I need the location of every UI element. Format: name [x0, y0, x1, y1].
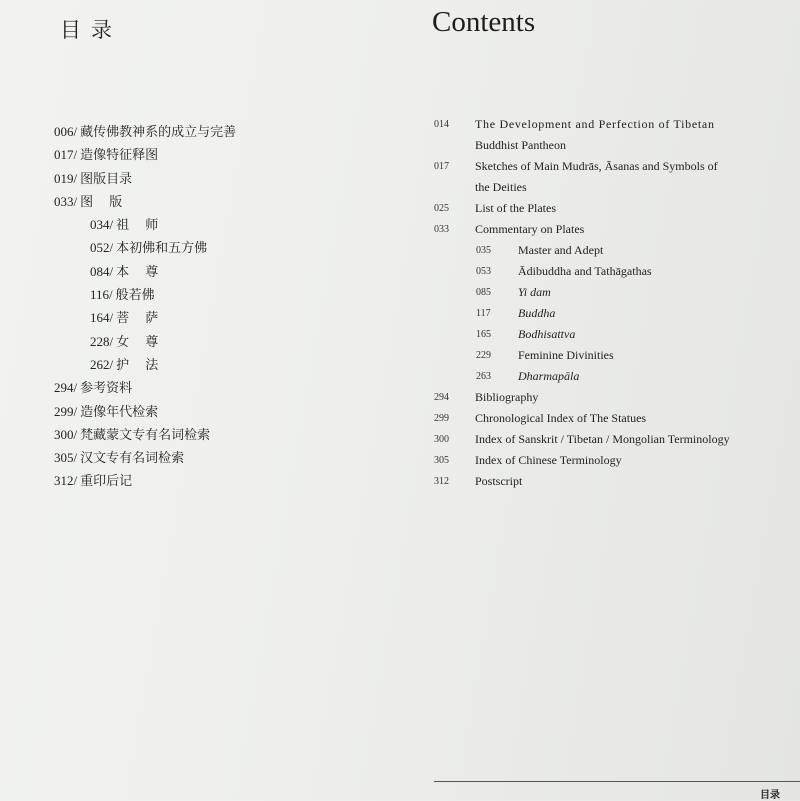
- toc-en-title: Chronological Index of The Statues: [475, 411, 647, 425]
- toc-cn-page-number: 294: [54, 380, 74, 396]
- toc-en-page-number: 312: [434, 476, 449, 487]
- toc-en-entry[interactable]: [434, 450, 794, 471]
- toc-en-entry[interactable]: [434, 408, 794, 429]
- toc-en-entry[interactable]: [434, 366, 794, 387]
- toc-cn-entry[interactable]: [54, 260, 236, 283]
- toc-cn-page-number: 300: [54, 426, 74, 442]
- toc-en-entry[interactable]: [434, 240, 794, 261]
- toc-cn-page-number: 034: [90, 217, 110, 233]
- toc-en-title: The Development and Perfection of Tibetan: [475, 117, 715, 131]
- toc-en-entry[interactable]: [434, 198, 794, 219]
- toc-cn-separator: /: [109, 240, 114, 256]
- toc-en-title: Index of Chinese Terminology: [475, 453, 622, 467]
- toc-en-page-number: 300: [434, 434, 449, 445]
- toc-cn-page-number: 084: [90, 263, 110, 279]
- toc-cn-page-number: 116: [90, 287, 110, 303]
- toc-cn-title: 图版目录: [80, 171, 133, 187]
- toc-en-title: Index of Sanskrit / Tibetan / Mongolian Terminology: [475, 432, 730, 446]
- toc-cn-page-number: 052: [90, 240, 110, 256]
- toc-en-page-number: 117: [476, 308, 491, 319]
- toc-en-title: Yi dam: [518, 285, 551, 299]
- toc-en-entry[interactable]: [434, 387, 794, 408]
- toc-cn-separator: /: [73, 450, 78, 466]
- toc-cn-entry[interactable]: [54, 400, 236, 423]
- toc-en-entry[interactable]: [434, 345, 794, 366]
- toc-cn-entry[interactable]: [54, 143, 236, 166]
- toc-cn-separator: /: [109, 287, 113, 303]
- toc-en-title: Bodhisattva: [518, 327, 576, 341]
- toc-cn-page-number: 006: [54, 124, 74, 139]
- toc-cn-page-number: 017: [54, 147, 74, 163]
- toc-cn-entry[interactable]: [54, 353, 236, 376]
- toc-en-entry[interactable]: [434, 303, 794, 324]
- toc-cn-page-number: 033: [54, 193, 74, 209]
- toc-cn-separator: /: [109, 217, 114, 233]
- toc-cn-separator: /: [73, 473, 78, 489]
- toc-english: [434, 114, 794, 492]
- toc-en-title: List of the Plates: [475, 201, 556, 215]
- toc-cn-entry[interactable]: [54, 167, 236, 190]
- toc-cn-entry[interactable]: [54, 423, 236, 446]
- toc-cn-entry[interactable]: [54, 283, 236, 306]
- toc-cn-title: 图 版: [80, 194, 129, 210]
- toc-cn-page-number: 312: [54, 473, 74, 489]
- toc-en-title: Ādibuddha and Tathāgathas: [518, 264, 652, 278]
- toc-en-title: the Deities: [475, 180, 527, 194]
- toc-cn-title: 藏传佛教神系的成立与完善: [80, 125, 237, 140]
- toc-en-title: Bibliography: [475, 390, 539, 404]
- toc-en-page-number: 299: [434, 413, 449, 424]
- toc-en-page-number: 035: [476, 245, 491, 256]
- toc-cn-page-number: 262: [90, 356, 110, 372]
- toc-en-title: Feminine Divinities: [518, 348, 614, 362]
- toc-cn-entry[interactable]: [54, 213, 236, 236]
- toc-en-page-number: 305: [434, 455, 449, 466]
- toc-cn-separator: /: [109, 356, 114, 372]
- toc-cn-title: 重印后记: [80, 474, 133, 490]
- toc-en-page-number: 033: [434, 224, 449, 235]
- toc-en-page-number: 053: [476, 266, 491, 277]
- toc-en-entry[interactable]: [434, 471, 794, 492]
- toc-en-page-number: 085: [476, 287, 491, 298]
- toc-en-page-number: 229: [476, 350, 491, 361]
- toc-en-page-number: 017: [434, 161, 449, 172]
- toc-cn-title: 菩 萨: [116, 311, 165, 327]
- toc-cn-title: 本 尊: [116, 264, 165, 280]
- toc-cn-title: 汉文专有名词检索: [80, 451, 185, 467]
- toc-cn-separator: /: [73, 170, 78, 186]
- toc-en-title: Dharmapāla: [518, 369, 580, 383]
- toc-en-page-number: 263: [476, 371, 491, 382]
- toc-cn-page-number: 019: [54, 170, 74, 186]
- toc-cn-page-number: 299: [54, 403, 74, 419]
- toc-cn-separator: /: [109, 333, 114, 349]
- toc-en-entry[interactable]: [434, 429, 794, 450]
- page-title-english: Contents: [432, 6, 536, 38]
- toc-cn-entry[interactable]: [54, 376, 236, 399]
- toc-cn-separator: /: [73, 426, 78, 442]
- toc-cn-title: 本初佛和五方佛: [116, 241, 208, 257]
- toc-cn-entry[interactable]: [54, 236, 236, 259]
- toc-cn-title: 造像年代检索: [80, 404, 159, 420]
- toc-cn-entry[interactable]: [54, 120, 236, 143]
- toc-en-page-number: 165: [476, 329, 491, 340]
- toc-cn-separator: /: [73, 147, 78, 163]
- toc-en-entry[interactable]: [434, 219, 794, 240]
- toc-en-page-number: 294: [434, 392, 449, 403]
- toc-cn-page-number: 228: [90, 333, 110, 349]
- toc-cn-entry[interactable]: [54, 306, 236, 329]
- toc-cn-separator: /: [73, 403, 78, 419]
- toc-cn-separator: /: [73, 380, 78, 396]
- toc-en-page-number: 025: [434, 203, 449, 214]
- toc-cn-entry[interactable]: [54, 330, 236, 353]
- toc-cn-page-number: 305: [54, 450, 74, 466]
- toc-cn-title: 女 尊: [116, 334, 165, 350]
- toc-cn-page-number: 164: [90, 310, 110, 326]
- toc-en-title: Sketches of Main Mudrās, Āsanas and Symbols of: [475, 159, 718, 173]
- toc-en-title: Buddha: [518, 306, 556, 320]
- toc-cn-separator: /: [109, 263, 114, 279]
- toc-cn-title: 参考资料: [80, 381, 133, 397]
- footer-section-label: 目录: [760, 790, 780, 801]
- toc-chinese: [54, 120, 236, 493]
- toc-cn-title: 祖 师: [116, 218, 165, 234]
- page-title-chinese: 目录: [60, 18, 122, 42]
- toc-cn-title: 般若佛: [115, 288, 155, 304]
- toc-cn-title: 护 法: [116, 357, 165, 373]
- toc-en-entry[interactable]: [434, 114, 794, 156]
- toc-en-title: Commentary on Plates: [475, 222, 585, 236]
- toc-en-entry[interactable]: [434, 156, 794, 198]
- toc-en-page-number: 014: [434, 119, 449, 130]
- footer-rule: [434, 781, 800, 782]
- toc-cn-entry[interactable]: [54, 446, 236, 469]
- toc-en-entry[interactable]: [434, 282, 794, 303]
- toc-cn-separator: /: [73, 193, 78, 209]
- toc-cn-entry[interactable]: [54, 469, 236, 492]
- toc-en-title: Postscript: [475, 474, 523, 488]
- toc-cn-separator: /: [109, 310, 114, 326]
- toc-en-entry[interactable]: [434, 261, 794, 282]
- toc-en-entry[interactable]: [434, 324, 794, 345]
- toc-cn-title: 造像特征释图: [80, 148, 159, 164]
- toc-cn-title: 梵藏蒙文专有名词检索: [80, 427, 211, 443]
- toc-cn-separator: /: [73, 124, 78, 139]
- toc-cn-entry[interactable]: [54, 190, 236, 213]
- toc-en-title: Buddhist Pantheon: [475, 138, 567, 152]
- toc-en-title: Master and Adept: [518, 243, 604, 257]
